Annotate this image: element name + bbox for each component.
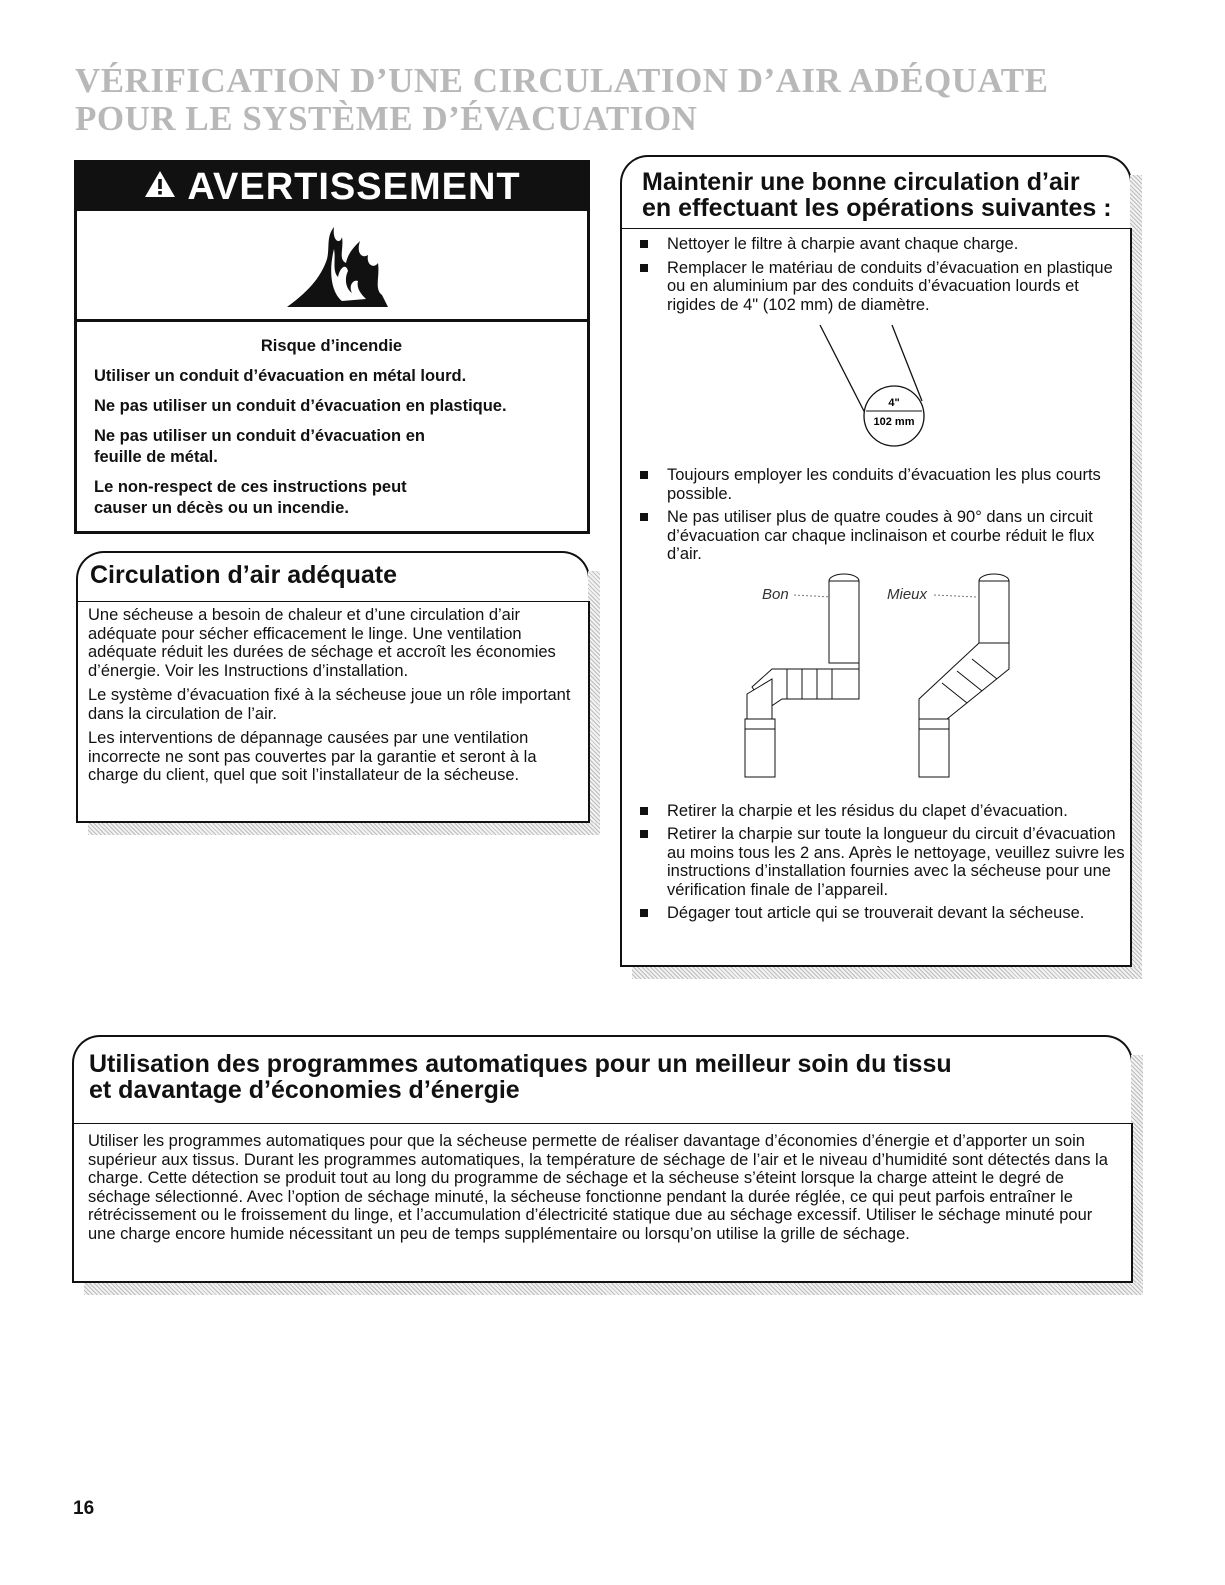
maintain-list-b [622, 466, 1130, 564]
auto-title-line1: Utilisation des programmes automatiques pour un meilleur soin du tissu [89, 1050, 952, 1078]
maintain-title-line2: en effectuant les opérations suivantes : [642, 194, 1112, 222]
circulation-paragraph: Les interventions de dépannage causées par une ventilation incorrecte ne sont pas couvertes par la garantie et seront à la charge du client, quel que soit l’installateur de la sécheuse. [88, 729, 537, 784]
warning-line: Utiliser un conduit d’évacuation en métal lourd. [94, 367, 467, 385]
maintain-title-line1: Maintenir une bonne circulation d’air [642, 168, 1080, 196]
list-item: Retirer la charpie et les résidus du clapet d’évacuation. [622, 802, 1130, 821]
auto-title-line2: et davantage d’économies d’énergie [89, 1076, 520, 1104]
auto-paragraph: Utiliser les programmes automatiques pour que la sécheuse permette de réaliser davantage d’économies d’énergie et d’apporter un soin supérieur aux tissus. Durant les programmes automatiques, la température de séchage de l’air et le niveau d’humidité sont détectés dans la charge. Cette détection se produit tout au long du programme de séchage et la sécheuse s’éteint lorsque la charge atteint le degré de séchage sélectionné. Avec l’option de séchage minuté, la sécheuse fonctionne pendant la durée réglée, ce qui peut parfois entraîner le rétrécissement ou le froissement du linge, et l’accumulation d’électricité statique due au séchage excessif. Utiliser le séchage minuté pour une charge encore humide nécessitant un peu de temps supplémentaire ou lorsqu’on utilise la grille de séchage. [88, 1132, 1108, 1243]
maintain-title [642, 169, 1112, 221]
circulation-body [76, 601, 590, 823]
list-item: Dégager tout article qui se trouverait devant la sécheuse. [622, 904, 1130, 923]
circulation-title: Circulation d’air adéquate [90, 561, 398, 589]
warning-box [74, 160, 590, 534]
duct-label-mm: 102 mm [873, 416, 915, 428]
maintain-body [620, 228, 1132, 967]
flame-area [77, 211, 587, 322]
elbow-diagram [622, 569, 1130, 797]
list-item: Remplacer le matériau de conduits d’évacuation en plastique ou en aluminium par des conduits d’évacuation lourds et rigides de 4" (102 mm) de diamètre. [622, 259, 1130, 315]
list-item: Toujours employer les conduits d’évacuation les plus courts possible. [622, 466, 1130, 503]
page-number: 16 [73, 1498, 95, 1519]
elbow-better-label: Mieux [887, 585, 928, 603]
page-title: VÉRIFICATION D’UNE CIRCULATION D’AIR ADÉQUATE POUR LE SYSTÈME D’ÉVACUATION [75, 61, 1049, 138]
circulation-paragraph: Une sécheuse a besoin de chaleur et d’une circulation d’air adéquate pour sécher efficacement le linge. Une ventilation adéquate réduit les durées de séchage et accroît les économies d’énergie. Voir les Instructions d’installation. [88, 606, 556, 680]
maintain-list-a [622, 235, 1130, 314]
warning-line: Ne pas utiliser un conduit d’évacuation en plastique. [94, 397, 507, 415]
warning-risk-title: Risque d’incendie [260, 337, 403, 355]
duct-diameter-diagram [622, 319, 1130, 461]
circulation-paragraph: Le système d’évacuation fixé à la sécheuse joue un rôle important dans la circulation de l’air. [88, 686, 571, 723]
fire-icon [282, 219, 392, 311]
list-item: Nettoyer le filtre à charpie avant chaque charge. [622, 235, 1130, 254]
auto-title [89, 1051, 952, 1103]
auto-programs-section [72, 1035, 1133, 1283]
circulation-section [76, 551, 590, 823]
warning-line: Le non-respect de ces instructions peut causer un décès ou un incendie. [94, 478, 407, 517]
warning-triangle-icon [143, 166, 177, 209]
elbow-good-label: Bon [762, 585, 789, 603]
warning-text [77, 322, 587, 519]
maintain-list-c [622, 802, 1130, 923]
auto-body [72, 1123, 1133, 1283]
duct-label-in: 4" [888, 397, 900, 409]
warning-line: Ne pas utiliser un conduit d’évacuation en feuille de métal. [94, 427, 425, 466]
warning-header-label: AVERTISSEMENT [187, 165, 521, 208]
warning-header [77, 163, 587, 211]
list-item: Ne pas utiliser plus de quatre coudes à 90° dans un circuit d’évacuation car chaque inclinaison et courbe réduit le flux d’air. [622, 508, 1130, 564]
list-item: Retirer la charpie sur toute la longueur du circuit d’évacuation au moins tous les 2 ans. Après le nettoyage, veuillez suivre les instructions d’installation fournies avec la sécheuse pour une vérification finale de l’appareil. [622, 825, 1130, 899]
maintain-section [620, 155, 1132, 967]
